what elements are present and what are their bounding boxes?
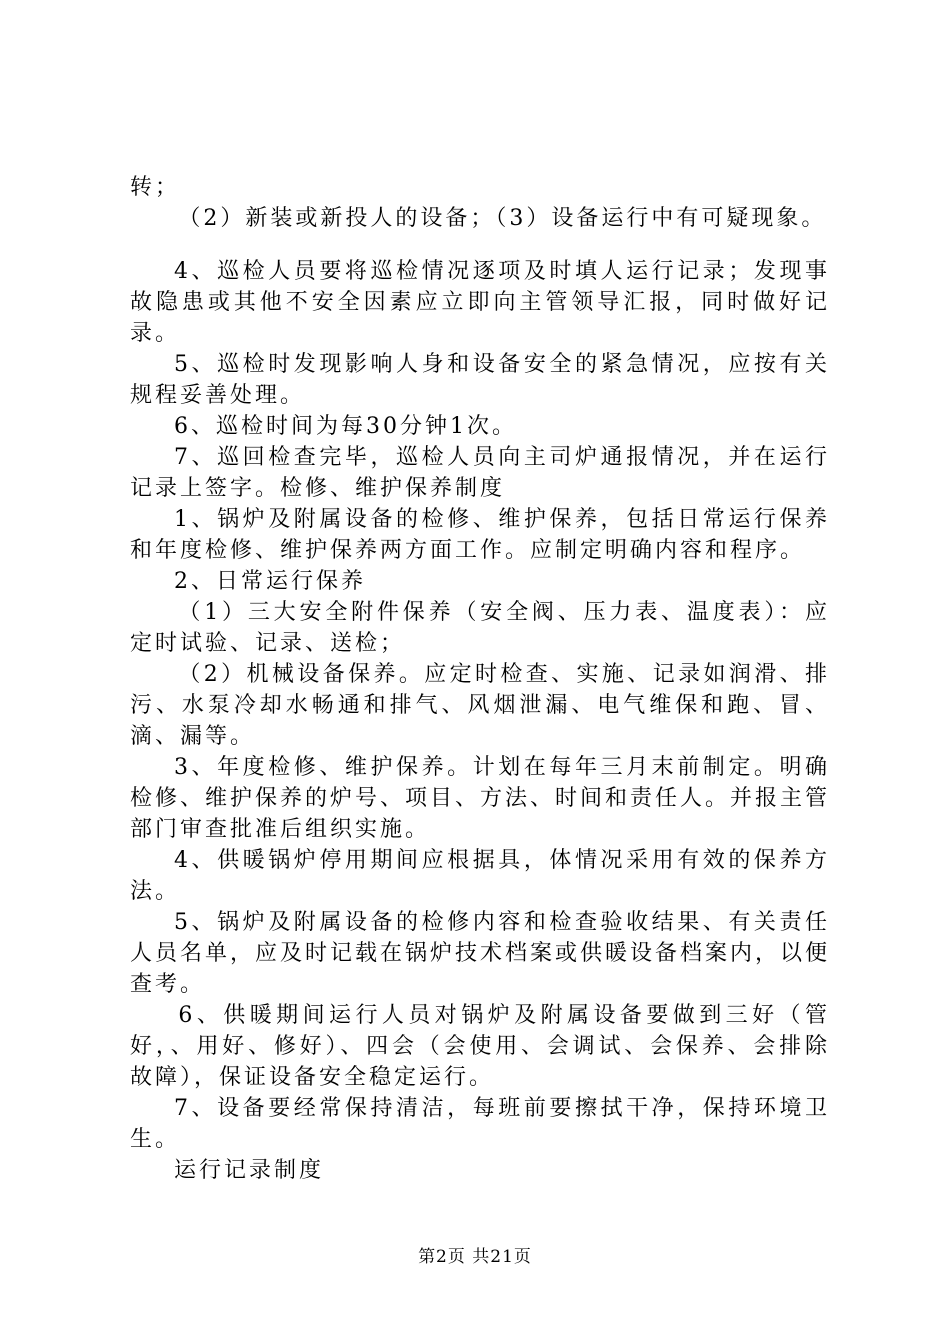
paragraph: 2、日常运行保养 [174, 569, 366, 594]
paragraph: 7、设备要经常保持清洁，每班前要擦拭干净，保持环境卫生。 [130, 1096, 830, 1152]
paragraph: 6、供暖期间运行人员对锅炉及附属设备要做到三好（管好，、用好、修好）、四会（会使用、会调试、会保养、会排除故障），保证设备安全稳定运行。 [130, 1003, 830, 1090]
paragraph: 3、年度检修、维护保养。计划在每年三月末前制定。明确检修、维护保养的炉号、项目、方法、时间和责任人。并报主管部门审查批准后组织实施。 [130, 755, 831, 842]
page-footer: 第2页 共21页 [418, 1247, 532, 1267]
paragraph: 转； [130, 175, 181, 200]
paragraph: 4、供暖锅炉停用期间应根据具，体情况采用有效的保养方法。 [130, 848, 830, 904]
paragraph: （2）机械设备保养。应定时检查、实施、记录如润滑、排污、水泵冷却水畅通和排气、风烟泄漏、电气维保和跑、冒、滴、漏等。 [130, 662, 830, 749]
paragraph: （1）三大安全附件保养（安全阀、压力表、温度表）：应定时试验、记录、送检； [130, 600, 830, 656]
paragraph: 5、巡检时发现影响人身和设备安全的紧急情况，应按有关规程妥善处理。 [130, 352, 830, 408]
paragraph: 7、巡回检查完毕，巡检人员向主司炉通报情况，并在运行记录上签字。检修、维护保养制度 [130, 445, 830, 501]
section-heading: 运行记录制度 [174, 1158, 325, 1183]
paragraph: 5、锅炉及附属设备的检修内容和检查验收结果、有关责任人员名单，应及时记载在锅炉技术档案或供暖设备档案内，以便查考。 [130, 910, 831, 997]
paragraph: 6、巡检时间为每30分钟1次。 [174, 414, 517, 439]
paragraph: 4、巡检人员要将巡检情况逐项及时填人运行记录；发现事故隐患或其他不安全因素应立即向主管领导汇报，同时做好记录。 [130, 259, 830, 346]
paragraph: 1、锅炉及附属设备的检修、维护保养，包括日常运行保养和年度检修、维护保养两方面工作。应制定明确内容和程序。 [130, 507, 830, 563]
paragraph: （2）新装或新投人的设备；（3）设备运行中有可疑现象。 [178, 206, 827, 231]
document-body [130, 172, 830, 1186]
